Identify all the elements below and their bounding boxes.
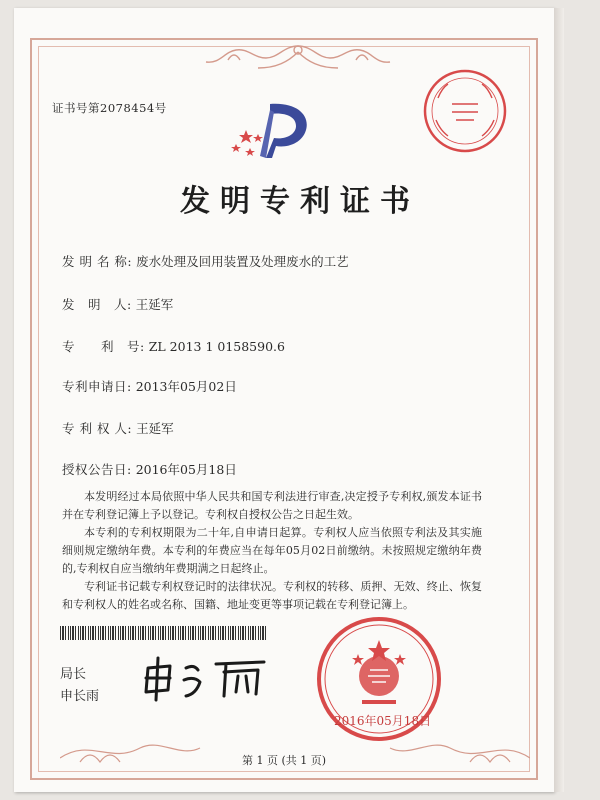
seal-date: 2016年05月18日	[334, 714, 432, 728]
field-value: ZL 2013 1 0158590.6	[148, 339, 285, 354]
field-patent-number	[62, 337, 285, 355]
handwritten-signature	[140, 654, 280, 704]
field-value: 2013年05月02日	[135, 379, 237, 394]
field-label: 授权公告日:	[62, 462, 132, 477]
field-label: 专 利 号:	[62, 339, 145, 354]
field-grant-date	[62, 460, 237, 478]
page-number: 第 1 页 (共 1 页)	[241, 754, 327, 767]
signatory-name: 申长雨	[60, 689, 100, 704]
paper-edge	[554, 8, 564, 792]
term-paragraph: 本专利的专利权期限为二十年,自申请日起算。专利权人应当依照专利法及其实施细则规定缴纳年费。本专利的年费应当在每年05月02日前缴纳。未按照规定缴纳年费的,专利权自应当缴纳年费期满之日起终止。	[62, 526, 482, 575]
top-ornament	[188, 40, 408, 76]
field-application-date	[62, 377, 237, 395]
grant-paragraph: 本发明经过本局依照中华人民共和国专利法进行审查,决定授予专利权,颁发本证书并在专利登记簿上予以登记。专利权自授权公告之日起生效。	[62, 490, 482, 521]
barcode	[60, 626, 266, 640]
patent-office-logo	[226, 98, 322, 162]
field-inventor	[62, 295, 173, 313]
field-value: 王延军	[135, 297, 174, 312]
office-round-stamp	[422, 68, 508, 154]
field-label: 专 利 权 人:	[62, 421, 133, 436]
field-value: 王延军	[136, 421, 174, 436]
field-value: 2016年05月18日	[135, 462, 237, 477]
signature-block	[60, 664, 99, 708]
field-label: 发 明 人:	[62, 297, 132, 312]
signatory-role: 局长	[60, 667, 87, 682]
field-patentee	[62, 419, 174, 437]
field-label: 专利申请日:	[62, 379, 132, 394]
field-invention-name	[62, 252, 349, 270]
field-value: 废水处理及回用装置及处理废水的工艺	[136, 254, 349, 269]
legal-status-paragraph: 专利证书记载专利权登记时的法律状况。专利权的转移、质押、无效、终止、恢复和专利权人的姓名或名称、国籍、地址变更等事项记载在专利登记簿上。	[62, 580, 482, 611]
certificate-number: 证书号第2078454号	[52, 101, 167, 115]
field-label: 发 明 名 称:	[62, 254, 133, 269]
certificate-title: 发明专利证书	[180, 184, 420, 219]
